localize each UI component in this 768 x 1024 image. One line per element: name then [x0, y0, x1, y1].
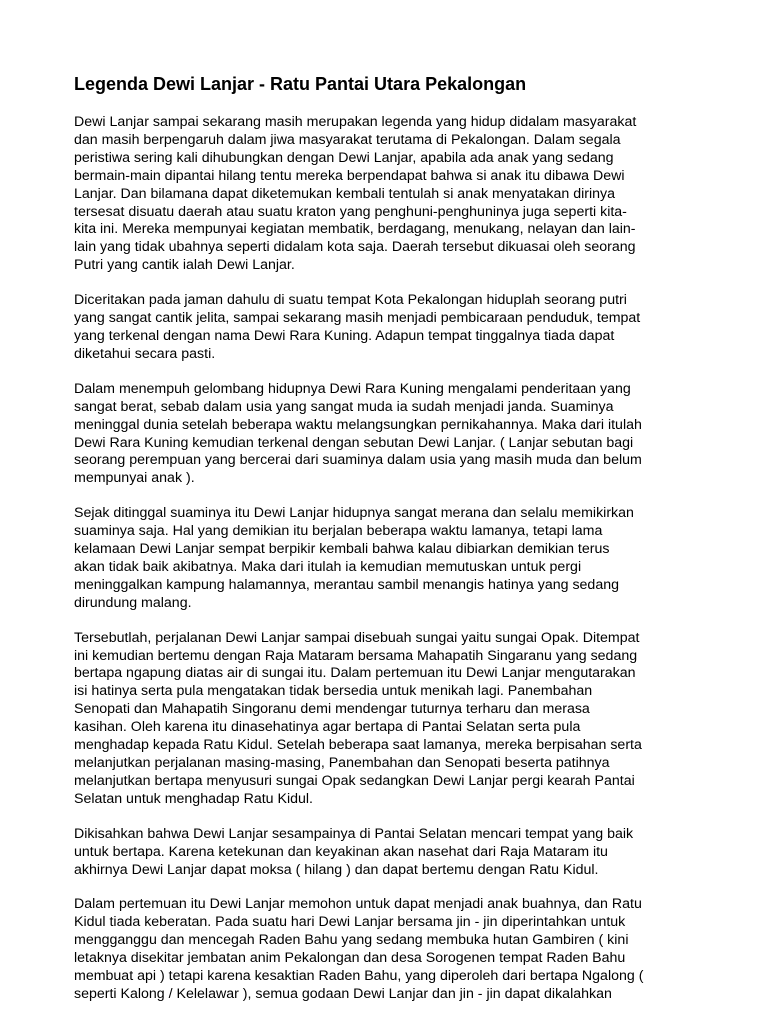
- text-line: lain yang tidak ubahnya seperti didalam kota saja. Daerah tersebut dikuasai oleh seorang: [74, 239, 636, 256]
- text-line: kasihan. Oleh karena itu dinasehatinya agar bertapa di Pantai Selatan serta pula: [74, 719, 581, 736]
- text-line: peristiwa sering kali dihubungkan dengan Dewi Lanjar, apabila ada anak yang sedang: [74, 149, 614, 166]
- text-line: Putri yang cantik ialah Dewi Lanjar.: [74, 257, 295, 274]
- text-line: Tersebutlah, perjalanan Dewi Lanjar sampai disebuah sungai yaitu sungai Opak. Ditempat: [74, 629, 640, 646]
- paragraph: [74, 381, 698, 488]
- paragraph: [74, 826, 698, 880]
- text-line: ini kemudian bertemu dengan Raja Mataram bersama Mahapatih Singaranu yang sedang: [74, 647, 638, 664]
- text-line: membuat api ) tetapi karena kesaktian Raden Bahu, yang diperoleh dari bertapa Ngalong (: [74, 968, 644, 985]
- text-line: bertapa ngapung diatas air di sungai itu. Dalam pertemuan itu Dewi Lanjar mengutarakan: [74, 665, 636, 682]
- text-line: tersesat disuatu daerah atau suatu kraton yang penghuni-penghuninya juga seperti kita-: [74, 203, 627, 220]
- paragraph: [74, 896, 698, 1003]
- text-line: menghadap kepada Ratu Kidul. Setelah beberapa saat lamanya, mereka berpisahan serta: [74, 737, 642, 754]
- text-line: melanjutkan bertapa menyusuri sungai Opak sedangkan Dewi Lanjar pergi kearah Pantai: [74, 772, 635, 789]
- text-line: Dewi Rara Kuning kemudian terkenal dengan sebutan Dewi Lanjar. ( Lanjar sebutan bagi: [74, 434, 634, 451]
- text-line: Sejak ditinggal suaminya itu Dewi Lanjar hidupnya sangat merana dan selalu memikirkan: [74, 505, 634, 522]
- paragraph: [74, 505, 698, 612]
- text-line: Diceritakan pada jaman dahulu di suatu tempat Kota Pekalongan hiduplah seorang putri: [74, 292, 627, 309]
- text-line: kita ini. Mereka mempunyai kegiatan membatik, berdagang, menukang, nelayan dan lain-: [74, 221, 636, 238]
- text-line: Senopati dan Mahapatih Singoranu demi mendengar tuturnya terharu dan merasa: [74, 701, 590, 718]
- text-line: dirundung malang.: [74, 594, 192, 611]
- text-line: meninggal dunia setelah beberapa waktu melangsungkan pernikahannya. Maka dari itulah: [74, 416, 642, 433]
- paragraph: [74, 292, 698, 364]
- text-line: Kidul tiada keberatan. Pada suatu hari Dewi Lanjar bersama jin - jin diperintahkan untuk: [74, 914, 626, 931]
- text-line: yang sangat cantik jelita, sampai sekarang masih menjadi pembicaraan penduduk, tempat: [74, 310, 641, 327]
- text-line: meninggalkan kampung halamannya, merantau sambil menangis hatinya yang sedang: [74, 576, 619, 593]
- text-line: mempunyai anak ).: [74, 470, 195, 487]
- document-body: [74, 114, 698, 1004]
- text-line: akhirnya Dewi Lanjar dapat moksa ( hilang ) dan dapat bertemu dengan Ratu Kidul.: [74, 861, 599, 878]
- text-line: Dalam pertemuan itu Dewi Lanjar memohon untuk dapat menjadi anak buahnya, dan Ratu: [74, 896, 642, 913]
- text-line: mengganggu dan mencegah Raden Bahu yang sedang membuka hutan Gambiren ( kini: [74, 932, 629, 949]
- text-line: isi hatinya serta pula mengatakan tidak bersedia untuk menikah lagi. Panembahan: [74, 683, 593, 700]
- text-line: Dikisahkan bahwa Dewi Lanjar sesampainya di Pantai Selatan mencari tempat yang baik: [74, 825, 634, 842]
- text-line: Selatan untuk menghadap Ratu Kidul.: [74, 790, 313, 807]
- text-line: diketahui secara pasti.: [74, 345, 216, 362]
- text-line: dan masih berpengaruh dalam jiwa masyarakat terutama di Pekalongan. Dalam segala: [74, 131, 621, 148]
- text-line: Lanjar. Dan bilamana dapat diketemukan kembali tentulah si anak menyatakan dirinya: [74, 185, 616, 202]
- text-line: Dewi Lanjar sampai sekarang masih merupakan legenda yang hidup didalam masyarakat: [74, 114, 637, 130]
- text-line: letaknya disekitar jembatan anim Pekalongan dan desa Sorogenen tempat Raden Bahu: [74, 950, 626, 967]
- text-line: untuk bertapa. Karena ketekunan dan keyakinan akan nasehat dari Raja Mataram itu: [74, 843, 608, 860]
- text-line: seperti Kalong / Kelelawar ), semua godaan Dewi Lanjar dan jin - jin dapat dikalahkan: [74, 985, 612, 1002]
- text-line: kelamaan Dewi Lanjar sempat berpikir kembali bahwa kalau dibiarkan demikian terus: [74, 541, 610, 558]
- text-line: seorang perempuan yang bercerai dari suaminya dalam usia yang masih muda dan belum: [74, 452, 642, 469]
- text-line: melanjutkan perjalanan masing-masing, Panembahan dan Senopati beserta patihnya: [74, 755, 610, 771]
- paragraph: [74, 114, 698, 275]
- text-line: suaminya saja. Hal yang demikian itu berjalan beberapa waktu lamanya, tetapi lama: [74, 523, 603, 540]
- paragraph: [74, 630, 698, 809]
- document-title: Legenda Dewi Lanjar - Ratu Pantai Utara Pekalongan: [74, 74, 527, 94]
- text-line: akan tidak baik akibatnya. Maka dari itulah ia kemudian memutuskan untuk pergi: [74, 558, 582, 575]
- text-line: bermain-main dipantai hilang tentu mereka berpendapat bahwa si anak itu dibawa Dewi: [74, 167, 625, 184]
- text-line: Dalam menempuh gelombang hidupnya Dewi Rara Kuning mengalami penderitaan yang: [74, 380, 631, 397]
- text-line: yang terkenal dengan nama Dewi Rara Kuning. Adapun tempat tinggalnya tiada dapat: [74, 327, 615, 344]
- document-page: [74, 72, 698, 1021]
- text-line: sangat berat, sebab dalam usia yang sangat muda ia sudah menjadi janda. Suaminya: [74, 398, 614, 415]
